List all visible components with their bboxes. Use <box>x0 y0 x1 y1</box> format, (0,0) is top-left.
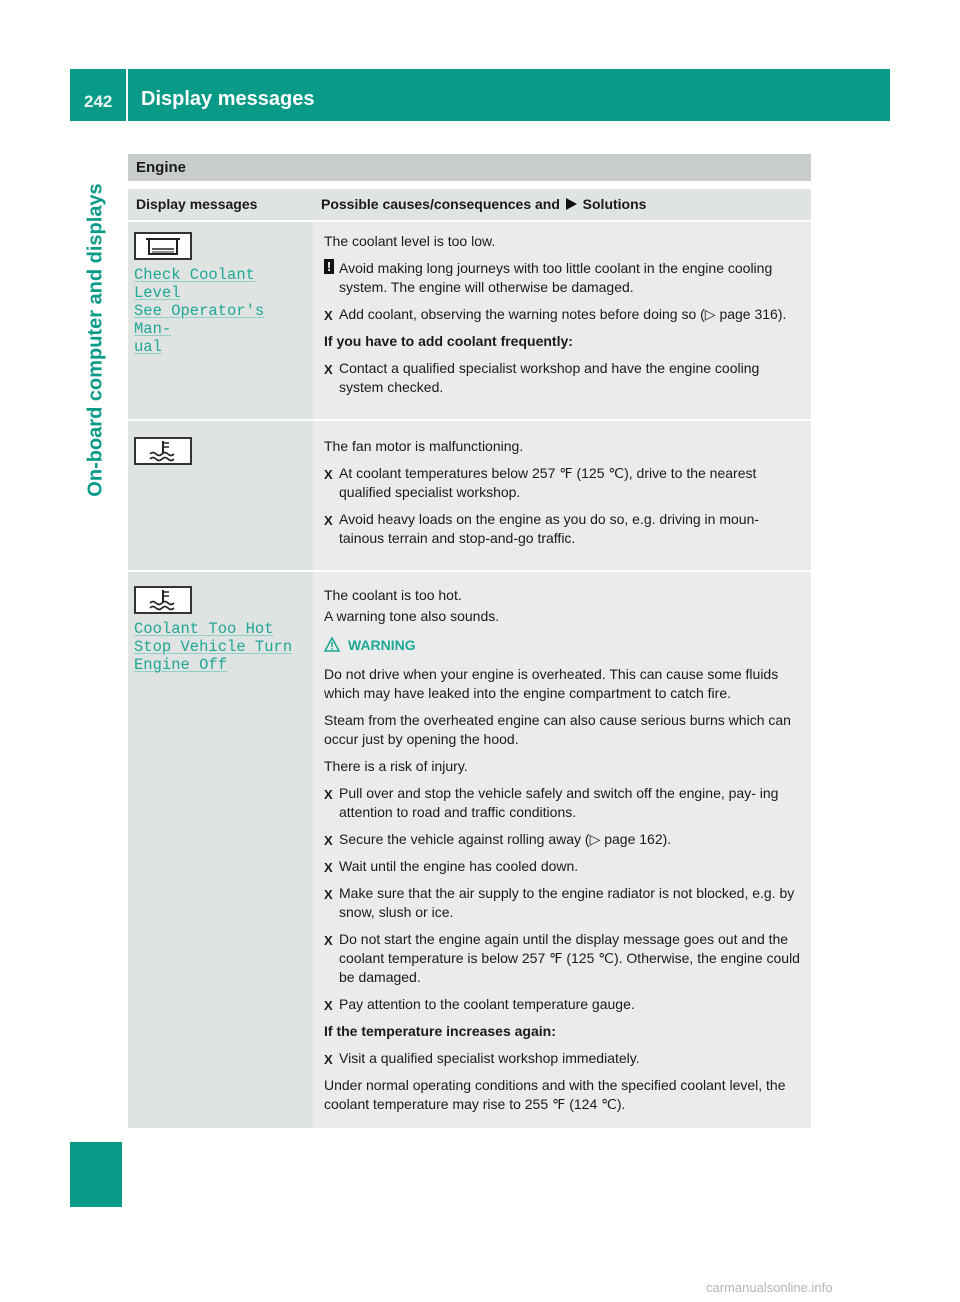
step-text: Do not start the engine again until the display message goes out and the coolant temperature is below 257 ℉ (125 ℃). Otherwise, the engine could be damaged. <box>339 931 800 985</box>
cause-text: The coolant is too hot. <box>324 587 462 603</box>
sub-heading: If the temperature increases again: <box>324 1023 556 1039</box>
cause-text: The fan motor is malfunctioning. <box>324 438 524 454</box>
page-number: 242 <box>84 92 113 111</box>
display-line: ual <box>134 338 162 356</box>
warning-triangle-icon <box>324 637 340 657</box>
col-header-causes-text: Possible causes/consequences and <box>321 196 560 212</box>
coolant-temperature-icon <box>134 437 192 465</box>
coolant-temperature-icon <box>134 586 192 614</box>
x-marker-icon: X <box>324 787 333 802</box>
step-item <box>324 830 803 849</box>
header-separator <box>126 69 128 121</box>
step-text: Wait until the engine has cooled down. <box>339 858 579 874</box>
solution-arrow-icon <box>566 197 577 213</box>
x-marker-icon: X <box>324 513 333 528</box>
x-marker-icon: X <box>324 467 333 482</box>
step-text: Pull over and stop the vehicle safely and switch off the engine, pay- ing attention to road and traffic conditions. <box>339 785 779 820</box>
warning-label: WARNING <box>348 637 416 653</box>
x-marker-icon: X <box>324 833 333 848</box>
note-text: Avoid making long journeys with too little coolant in the engine cooling system. The engine will otherwise be damaged. <box>339 260 773 295</box>
step-item <box>324 510 803 548</box>
display-cell <box>128 420 313 571</box>
chapter-sidebar <box>70 130 122 1207</box>
table-row <box>128 420 811 571</box>
display-line: Engine Off <box>134 656 228 674</box>
cause-text: The coolant level is too low. <box>324 233 496 249</box>
display-line: Check Coolant Level <box>134 266 255 302</box>
coolant-level-icon <box>134 232 192 260</box>
warning-text: There is a risk of injury. <box>324 758 468 774</box>
display-cell <box>128 221 313 420</box>
page-title: Display messages <box>141 88 315 110</box>
sub-heading: If you have to add coolant frequently: <box>324 333 573 349</box>
warning-text: Steam from the overheated engine can also cause serious burns which can occur just by opening the hood. <box>324 712 791 747</box>
exclamation-icon: ! <box>324 259 334 274</box>
step-text: Add coolant, observing the warning notes before doing so (▷ page 316). <box>339 306 787 322</box>
col-header-solutions-text: Solutions <box>582 196 647 212</box>
x-marker-icon: X <box>324 1052 333 1067</box>
step-item <box>324 884 803 922</box>
table-row <box>128 221 811 420</box>
col-header-display-messages: Display messages <box>128 189 313 221</box>
warning-text: Do not drive when your engine is overheated. This can cause some fluids which may have leaked into the engine compartment to catch fire. <box>324 666 779 701</box>
step-item <box>324 359 803 397</box>
step-text: Contact a qualified specialist workshop and have the engine cooling system checked. <box>339 360 760 395</box>
display-cell <box>128 571 313 1128</box>
x-marker-icon: X <box>324 998 333 1013</box>
solution-cell <box>313 571 811 1128</box>
step-item <box>324 930 803 987</box>
step-text: Pay attention to the coolant temperature gauge. <box>339 996 635 1012</box>
chapter-tab <box>70 1142 122 1207</box>
table-header-row <box>128 189 811 221</box>
x-marker-icon: X <box>324 860 333 875</box>
x-marker-icon: X <box>324 887 333 902</box>
step-text: Visit a qualified specialist workshop immediately. <box>339 1050 640 1066</box>
chapter-label: On-board computer and displays <box>84 183 107 497</box>
step-item <box>324 784 803 822</box>
step-item <box>324 1049 803 1068</box>
display-messages-table <box>128 189 811 1128</box>
info-text: Under normal operating conditions and with the specified coolant level, the coolant temperature may rise to 255 ℉ (124 ℃). <box>324 1077 786 1112</box>
step-item <box>324 464 803 502</box>
step-text: At coolant temperatures below 257 ℉ (125 ℃), drive to the nearest qualified specialist workshop. <box>339 465 757 500</box>
step-text: Secure the vehicle against rolling away (▷ page 162). <box>339 831 672 847</box>
step-text: Make sure that the air supply to the engine radiator is not blocked, e.g. by snow, slush or ice. <box>339 885 795 920</box>
note-item <box>324 259 803 297</box>
solution-cell <box>313 420 811 571</box>
display-message-text <box>134 620 307 674</box>
x-marker-icon: X <box>324 362 333 377</box>
step-item <box>324 857 803 876</box>
page-header <box>70 69 890 121</box>
step-item <box>324 305 803 324</box>
step-item <box>324 995 803 1014</box>
x-marker-icon: X <box>324 933 333 948</box>
display-line: See Operator's Man‑ <box>134 302 265 338</box>
col-header-causes <box>313 189 811 221</box>
step-text: Avoid heavy loads on the engine as you do so, e.g. driving in moun- tainous terrain and stop-and-go traffic. <box>339 511 760 546</box>
x-marker-icon: X <box>324 308 333 323</box>
cause-text: A warning tone also sounds. <box>324 608 500 624</box>
watermark: carmanualsonline.info <box>706 1280 833 1295</box>
solution-cell <box>313 221 811 420</box>
display-line: Stop Vehicle Turn <box>134 638 293 656</box>
chapter-label-box <box>70 130 122 550</box>
display-line: Coolant Too Hot <box>134 620 274 638</box>
section-title: Engine <box>128 154 811 181</box>
table-row <box>128 571 811 1128</box>
warning-heading <box>324 636 803 657</box>
display-message-text <box>134 266 307 356</box>
